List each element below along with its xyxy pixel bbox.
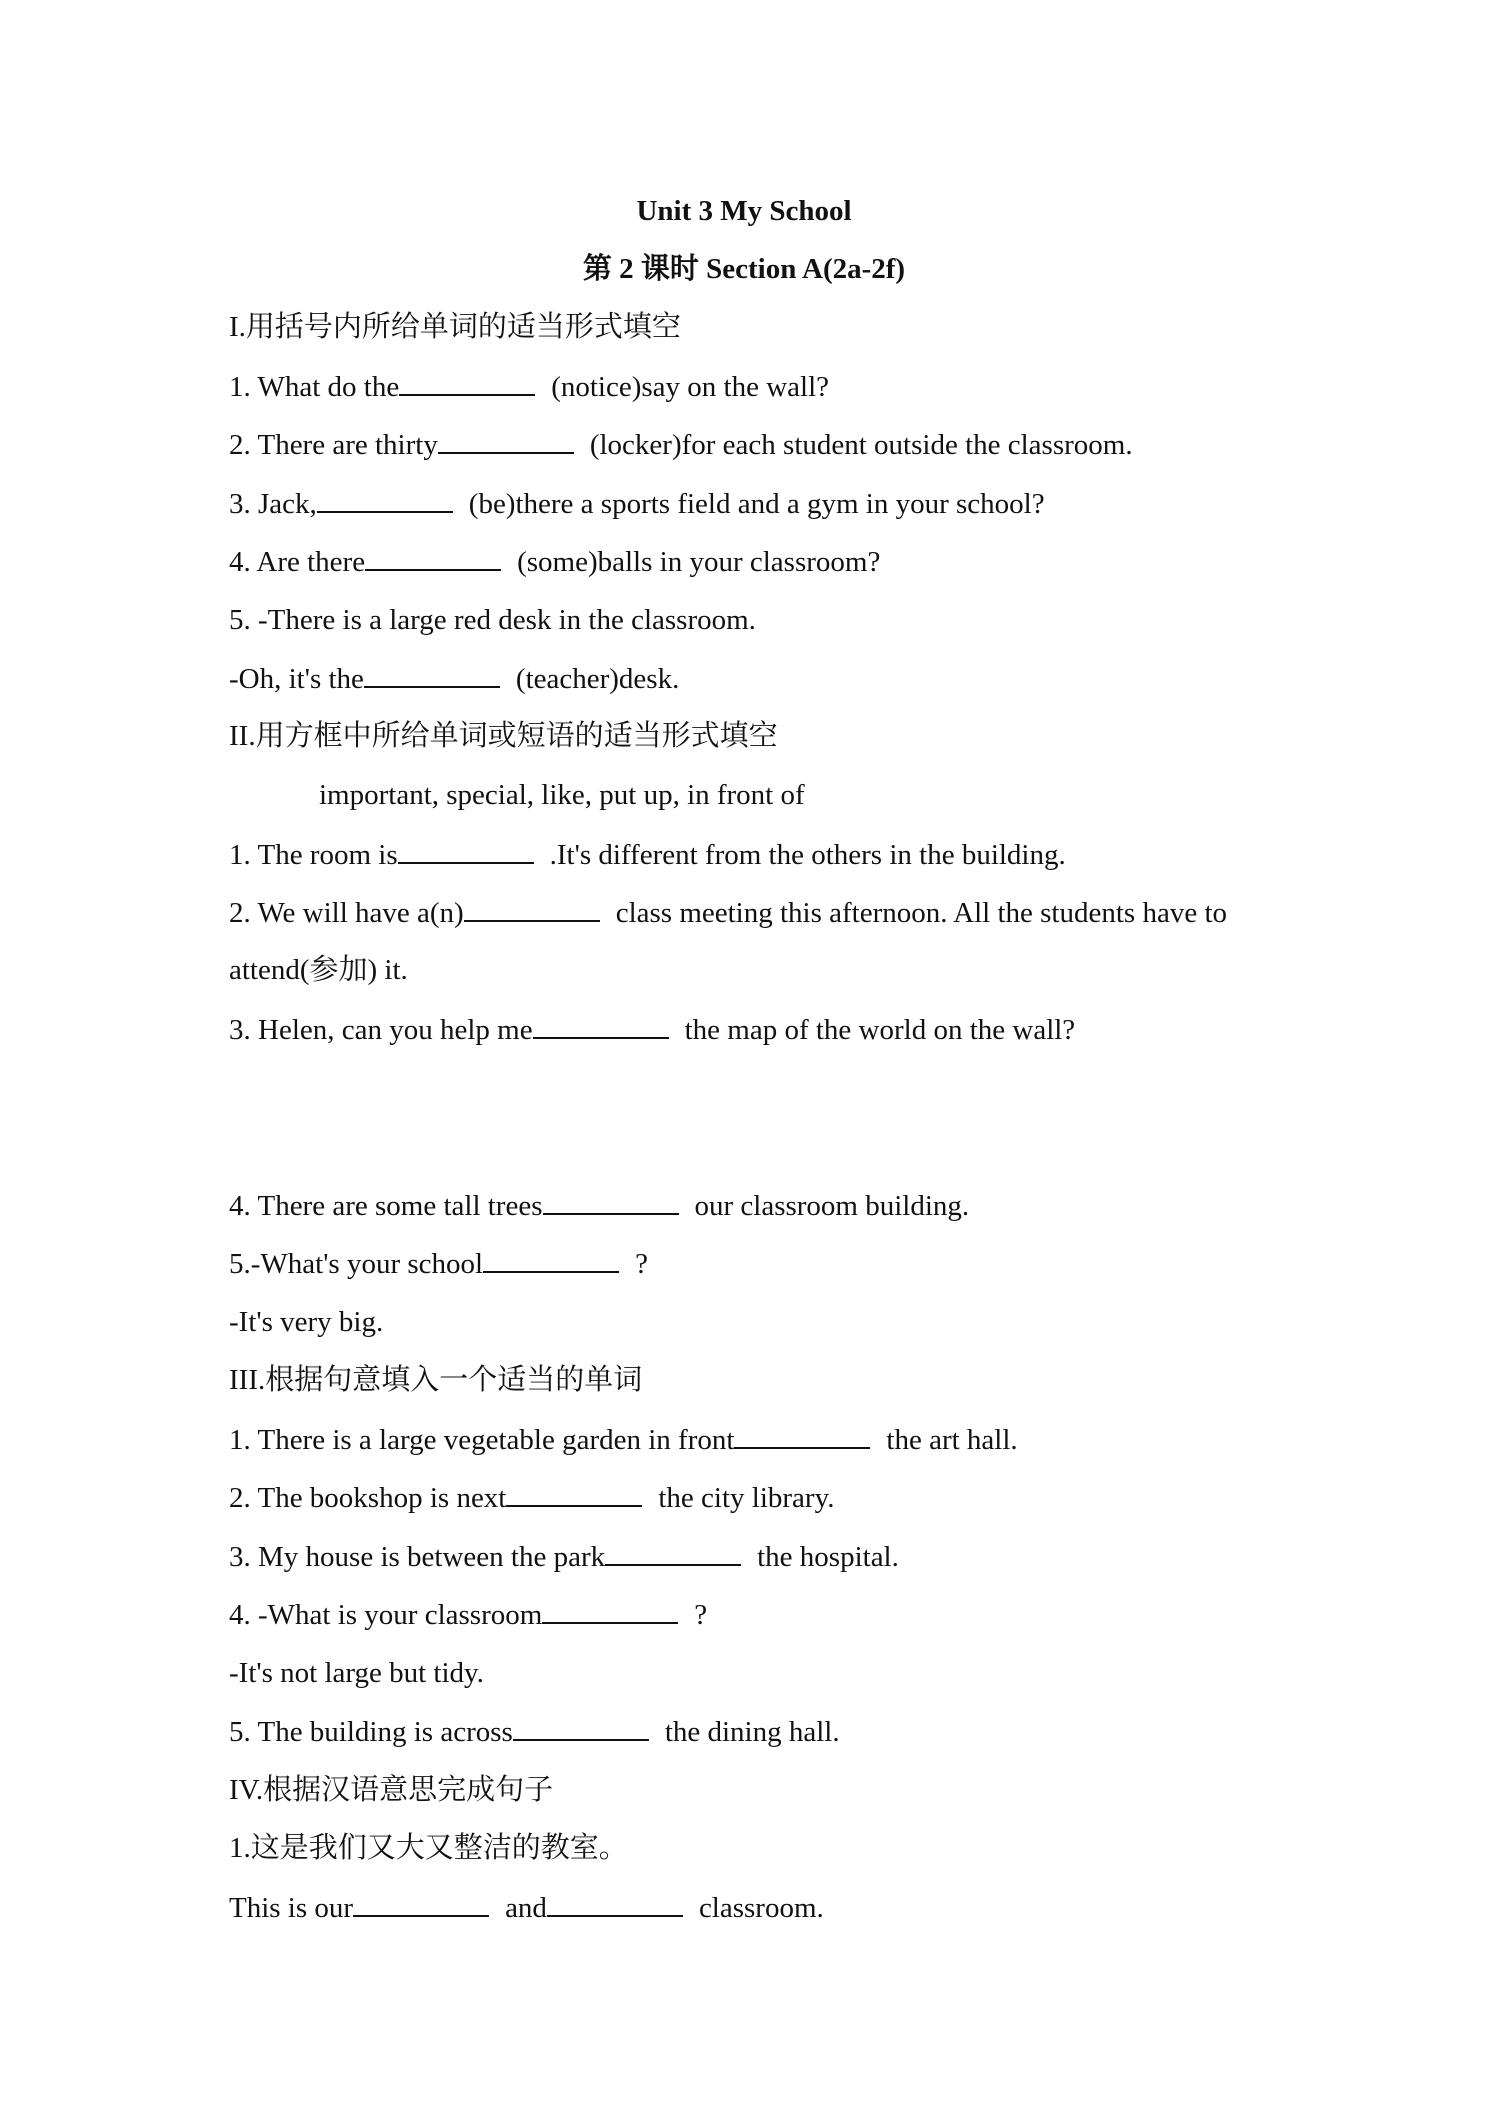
answer-blank[interactable]	[513, 1711, 649, 1741]
answer-blank[interactable]	[543, 1185, 679, 1215]
s2-question-1: 1. The room is .It's different from the others in the building.	[229, 834, 1066, 875]
s1-question-5: 5. -There is a large red desk in the classroom.	[229, 604, 756, 636]
section-2-heading: II.用方框中所给单词或短语的适当形式填空	[229, 720, 778, 752]
answer-blank[interactable]	[464, 892, 600, 922]
s2-question-3: 3. Helen, can you help me the map of the world on the wall?	[229, 1009, 1075, 1050]
s1-question-4: 4. Are there (some)balls in your classroom?	[229, 541, 880, 582]
s2-question-2: 2. We will have a(n) class meeting this afternoon. All the students have to	[229, 892, 1227, 933]
s1-question-5-reply: -Oh, it's the (teacher)desk.	[229, 658, 679, 699]
s3-question-3: 3. My house is between the park the hospital.	[229, 1536, 899, 1577]
s2-question-4: 4. There are some tall trees our classroom building.	[229, 1185, 969, 1226]
answer-blank[interactable]	[438, 424, 574, 454]
s3-question-2: 2. The bookshop is next the city library.	[229, 1477, 834, 1518]
answer-blank[interactable]	[364, 658, 500, 688]
s3-question-5: 5. The building is across the dining hall.	[229, 1711, 840, 1752]
s3-question-4: 4. -What is your classroom ?	[229, 1594, 707, 1635]
answer-blank[interactable]	[533, 1009, 669, 1039]
answer-blank[interactable]	[483, 1243, 619, 1273]
section-1-heading: I.用括号内所给单词的适当形式填空	[229, 311, 681, 343]
section-3-heading: III.根据句意填入一个适当的单词	[229, 1364, 643, 1396]
s4-question-1-english: This is our and classroom.	[229, 1887, 824, 1928]
page-subtitle: 第 2 课时 Section A(2a-2f)	[582, 253, 906, 285]
s1-question-3: 3. Jack, (be)there a sports field and a gym in your school?	[229, 483, 1045, 524]
s2-question-5: 5.-What's your school ?	[229, 1243, 648, 1284]
answer-blank[interactable]	[353, 1887, 489, 1917]
answer-blank[interactable]	[317, 483, 453, 513]
s1-question-2: 2. There are thirty (locker)for each student outside the classroom.	[229, 424, 1133, 465]
s2-question-2-cont: attend(参加) it.	[229, 954, 408, 986]
answer-blank[interactable]	[542, 1594, 678, 1624]
answer-blank[interactable]	[365, 541, 501, 571]
word-options: important, special, like, put up, in front of	[319, 779, 805, 811]
answer-blank[interactable]	[506, 1477, 642, 1507]
answer-blank[interactable]	[605, 1536, 741, 1566]
s2-question-5-reply: -It's very big.	[229, 1306, 384, 1338]
s4-question-1: 1.这是我们又大又整洁的教室。	[229, 1832, 628, 1864]
s1-question-1: 1. What do the (notice)say on the wall?	[229, 366, 829, 407]
answer-blank[interactable]	[399, 366, 535, 396]
answer-blank[interactable]	[734, 1419, 870, 1449]
s3-question-4-reply: -It's not large but tidy.	[229, 1657, 484, 1689]
answer-blank[interactable]	[547, 1887, 683, 1917]
s3-question-1: 1. There is a large vegetable garden in front the art hall.	[229, 1419, 1018, 1460]
section-4-heading: IV.根据汉语意思完成句子	[229, 1774, 554, 1806]
page-title: Unit 3 My School	[636, 195, 852, 227]
answer-blank[interactable]	[398, 834, 534, 864]
